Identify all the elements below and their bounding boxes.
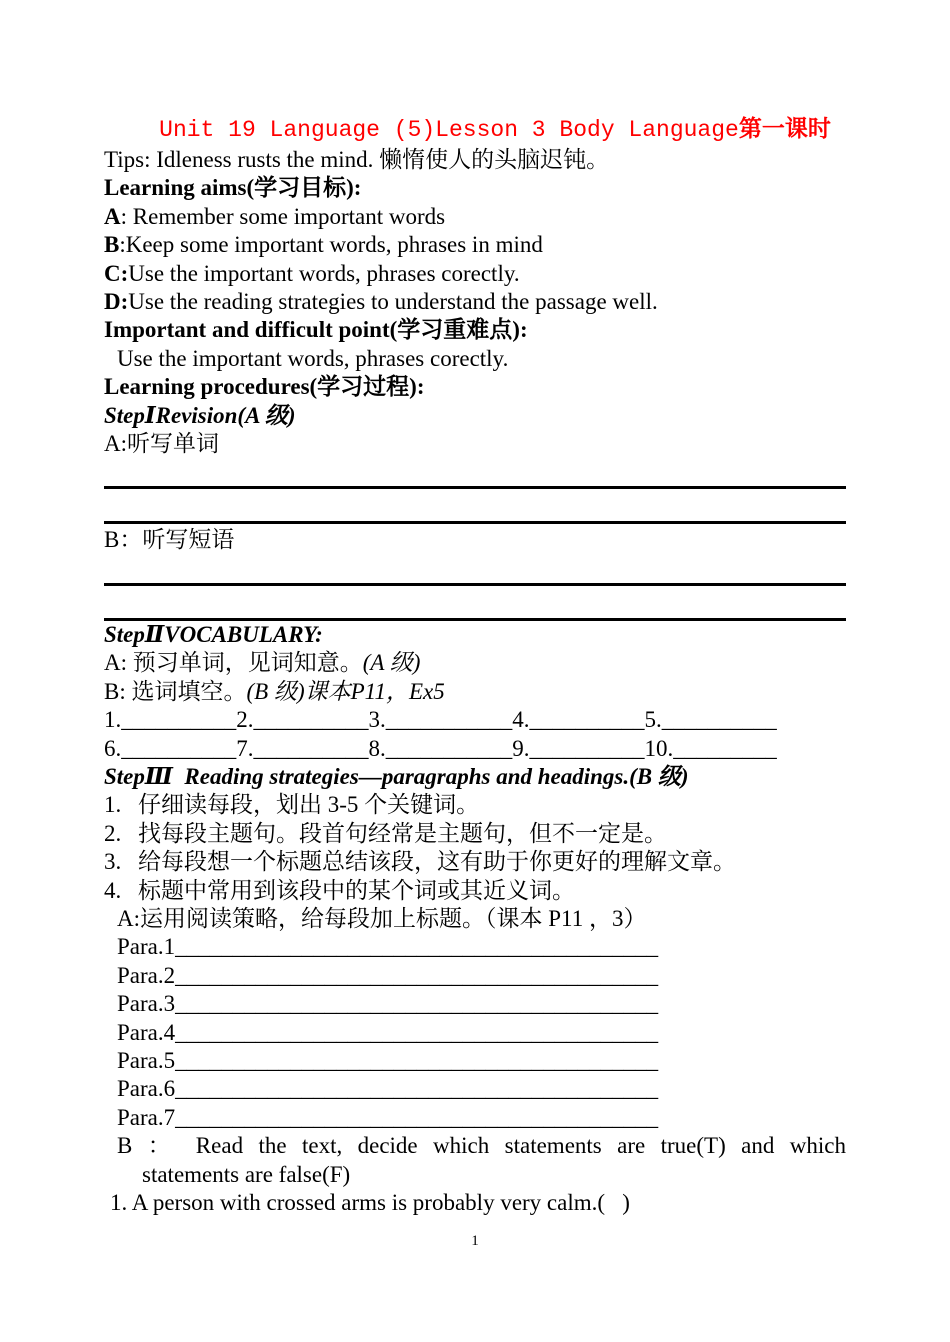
worksheet-page	[104, 113, 846, 1217]
title-english: Unit 19 Language (5)Lesson 3 Body Language	[159, 117, 739, 143]
answer-rule-3	[104, 583, 846, 586]
procedures-heading: Learning procedures(学习过程):	[104, 374, 425, 400]
step2-task-b: B: 选词填空。(B 级)课本P11，Ex5	[104, 678, 445, 704]
step1-dictation-phrases: B：听写短语	[104, 527, 235, 553]
blank-row-1: 1.__________2.__________3.___________4.__________5.__________	[104, 707, 777, 733]
step2-task-a: A: 预习单词，见词知意。(A 级)	[104, 650, 421, 676]
strategy-tip: 4. 标题中常用到该段中的某个词或其近义词。	[104, 877, 575, 903]
important-heading: Important and difficult point(学习重难点):	[104, 317, 528, 343]
important-text: Use the important words, phrases corectly.	[117, 345, 509, 371]
para-heading-blank: Para.1__________________________________________	[117, 934, 659, 960]
para-heading-blank: Para.3__________________________________________	[117, 991, 659, 1017]
aim-item-b: B:Keep some important words, phrases in mind	[104, 232, 543, 258]
strategy-tip: 1. 仔细读每段，划出 3-5 个关键词。	[104, 792, 480, 818]
answer-rule-2	[104, 521, 846, 524]
para-heading-blank: Para.7__________________________________________	[117, 1104, 659, 1130]
document-title	[104, 113, 846, 146]
para-heading-blank: Para.4__________________________________________	[117, 1019, 659, 1045]
step1-dictation-words: A:听写单词	[104, 431, 219, 457]
step3-task-b-continued: statements are false(F)	[142, 1161, 351, 1187]
para-heading-blank: Para.2__________________________________________	[117, 962, 659, 988]
step1-heading: StepⅠRevision(A 级)	[104, 402, 296, 428]
step3-task-a: A:运用阅读策略，给每段加上标题。（课本 P11 ，3）	[117, 905, 647, 931]
tips-line: Tips: Idleness rusts the mind. 懒惰使人的头脑迟钝。	[104, 147, 610, 172]
true-false-question-1: 1. A person with crossed arms is probably very calm.( )	[110, 1190, 630, 1215]
aims-heading: Learning aims(学习目标):	[104, 175, 362, 201]
blank-row-2: 6.__________7.__________8.___________9.__________10._________	[104, 735, 777, 761]
strategy-tip: 2. 找每段主题句。段首句经常是主题句，但不一定是。	[104, 820, 667, 846]
step3-heading: StepⅢ Reading strategies—paragraphs and headings.(B 级)	[104, 763, 689, 789]
aim-item-c: C:Use the important words, phrases corectly.	[104, 260, 520, 286]
para-heading-blank: Para.5__________________________________________	[117, 1047, 659, 1073]
title-chinese: 第一课时	[738, 116, 831, 141]
para-heading-blank: Para.6__________________________________________	[117, 1076, 659, 1102]
step3-task-b: B ： Read the text, decide which statements are true(T) and which	[117, 1133, 846, 1159]
strategy-tip: 3. 给每段想一个标题总结该段，这有助于你更好的理解文章。	[104, 849, 736, 875]
step2-heading: StepⅡVOCABULARY:	[104, 621, 323, 647]
page-number: 1	[471, 1233, 479, 1249]
aim-item-d: D:Use the reading strategies to understand the passage well.	[104, 289, 658, 315]
answer-rule-1	[104, 486, 846, 489]
aim-item-a: A: Remember some important words	[104, 203, 446, 229]
